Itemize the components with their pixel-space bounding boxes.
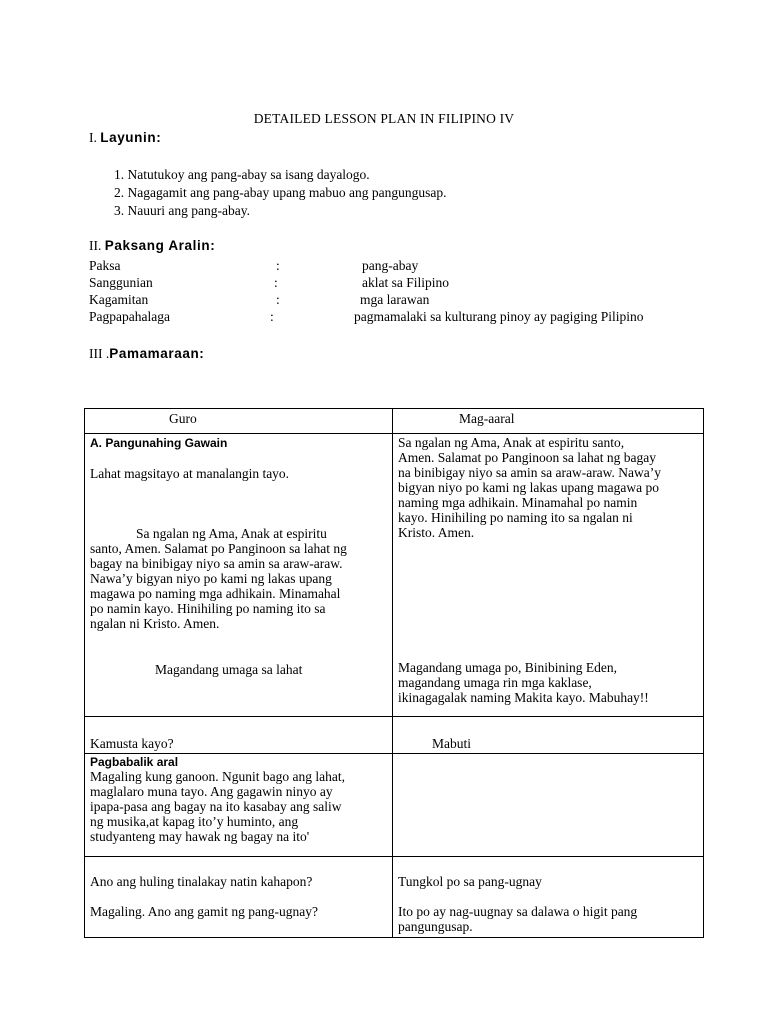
sanggunian-label: Sanggunian [89,275,153,290]
header-magaaral-cell [393,409,704,434]
magaaral-cell [393,434,704,717]
guro-text: Magaling kung ganoon. Ngunit bago ang lahat, [90,769,345,784]
guro-text: Magandang umaga sa lahat [155,662,303,677]
guro-text: ng musika,at kapag ito’y huminto, ang [90,814,299,829]
section-label: Pamamaraan: [109,346,205,361]
magaaral-text: Ito po ay nag-uugnay sa dalawa o higit pang [398,904,638,919]
document-title: DETAILED LESSON PLAN IN FILIPINO IV [253,111,515,126]
section-roman: II. [89,238,102,253]
objective-item: 2. Nagagamit ang pang-abay upang mabuo ang pangungusap. [114,185,447,200]
objective-item: 3. Nauuri ang pang-abay. [114,203,250,218]
lesson-table [84,408,704,938]
section-paksang-aralin-heading [89,238,215,254]
section-roman: III . [89,346,110,361]
kagamitan-value: mga larawan [360,292,430,307]
pagpapahalaga-value: pagmamalaki sa kulturang pinoy ay pagiging Pilipino [354,309,644,324]
guro-text: Ano ang huling tinalakay natin kahapon? [90,874,313,889]
magaaral-text: na binibigay niyo sa amin sa araw-araw. Nawa’y [398,465,662,480]
guro-cell [85,434,393,717]
magaaral-text: naming mga adhikain. Minamahal po namin [398,495,638,510]
magaaral-text: Kristo. Amen. [398,525,475,540]
guro-text: studyanteng may hawak ng bagay na ito' [90,829,310,844]
guro-text: ipapa-pasa ang bagay na ito kasabay ang saliw [90,799,342,814]
header-magaaral: Mag-aaral [459,411,515,426]
magaaral-text: ikinagagalak naming Makita kayo. Mabuhay!! [398,690,649,705]
header-guro-cell [85,409,393,434]
objective-item: 1. Natutukoy ang pang-abay sa isang dayalogo. [114,167,370,182]
magaaral-cell [393,717,704,754]
paksa-colon: : [276,258,280,273]
magaaral-cell [393,857,704,938]
paksa-value: pang-abay [362,258,419,273]
kagamitan-label: Kagamitan [89,292,149,307]
guro-text: po namin kayo. Hinihiling po naming ito sa [90,601,326,616]
guro-cell [85,857,393,938]
guro-cell [85,754,393,857]
pagpapahalaga-label: Pagpapahalaga [89,309,170,324]
magaaral-text: Amen. Salamat po Panginoon sa lahat ng bagay [398,450,656,465]
magaaral-text: pangungusap. [398,919,473,934]
section-layunin-heading [89,130,161,146]
guro-text: Magaling. Ano ang gamit ng pang-ugnay? [90,904,318,919]
magaaral-text: kayo. Hinihiling po naming ito sa ngalan ni [398,510,633,525]
pagpapahalaga-colon: : [270,309,274,324]
guro-text: Lahat magsitayo at manalangin tayo. [90,466,290,481]
magaaral-text: Sa ngalan ng Ama, Anak at espiritu santo, [398,435,625,450]
magaaral-text: Mabuti [432,736,471,751]
guro-cell [85,717,393,754]
guro-text: Sa ngalan ng Ama, Anak at espiritu [136,526,327,541]
section-roman: I. [89,130,97,145]
guro-text: santo, Amen. Salamat po Panginoon sa lahat ng [90,541,347,556]
magaaral-text: Magandang umaga po, Binibining Eden, [398,660,617,675]
guro-text: ngalan ni Kristo. Amen. [90,616,220,631]
magaaral-text: Tungkol po sa pang-ugnay [398,874,542,889]
guro-text: Kamusta kayo? [90,736,174,751]
magaaral-text: bigyan niyo po kami ng lakas upang magawa po [398,480,659,495]
magaaral-text: magandang umaga rin mga kaklase, [398,675,592,690]
guro-text: maglalaro muna tayo. Ang gagawin ninyo ay [90,784,333,799]
section-label: Paksang Aralin: [104,238,216,253]
kagamitan-colon: : [276,292,280,307]
guro-text: magawa po naming mga adhikain. Minamahal [90,586,341,601]
magaaral-cell [393,754,704,857]
guro-text: bagay na binibigay niyo sa amin sa araw-araw. [90,556,343,571]
section-pamamaraan-heading [89,346,204,362]
guro-text: Nawa’y bigyan niyo po kami ng lakas upang [90,571,332,586]
sanggunian-colon: : [274,275,278,290]
paksa-label: Paksa [89,258,121,273]
section-label: Pagbabalik aral [90,755,179,769]
sanggunian-value: aklat sa Filipino [362,275,449,290]
header-guro: Guro [169,411,197,426]
section-label: Layunin: [100,130,162,145]
section-label: A. Pangunahing Gawain [90,436,228,450]
